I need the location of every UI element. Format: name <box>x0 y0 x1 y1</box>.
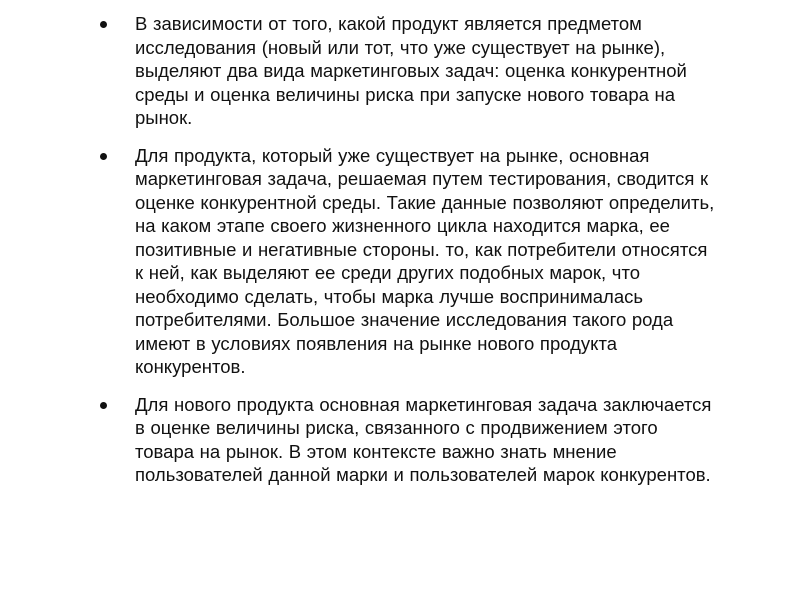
bullet-list <box>100 12 720 501</box>
bullet-text: В зависимости от того, какой продукт является предметом исследования (новый или тот, что уже существует на рынке), выделяют два вида маркетинговых задач: оценка конкурентной среды и оценка величины риска при запуске нового товара на рынок. <box>135 13 687 128</box>
bullet-item-2 <box>100 144 720 379</box>
bullet-icon <box>100 153 107 160</box>
bullet-text: Для продукта, который уже существует на рынке, основная маркетинговая задача, решаемая путем тестирования, сводится к оценке конкурентной среды. Такие данные позволяют определить, на каком этапе своего жизненного цикла находится марка, ее позитивные и негативные стороны. то, как потребители относятся к ней, как выделяют ее среди других подобных марок, что необходимо сделать, чтобы марка лучше воспринималась потребителями. Большое значение исследования такого рода имеют в условиях появления на рынке нового продукта конкурентов. <box>135 144 715 377</box>
bullet-item-3 <box>100 393 720 487</box>
bullet-icon <box>100 21 107 28</box>
bullet-text: Для нового продукта основная маркетинговая задача заключается в оценке величины риска, связанного с продвижением этого товара на рынок. В этом контексте важно знать мнение пользователей данной марки и пользователей марок конкурентов. <box>135 393 712 485</box>
bullet-item-1 <box>100 12 720 130</box>
bullet-icon <box>100 402 107 409</box>
